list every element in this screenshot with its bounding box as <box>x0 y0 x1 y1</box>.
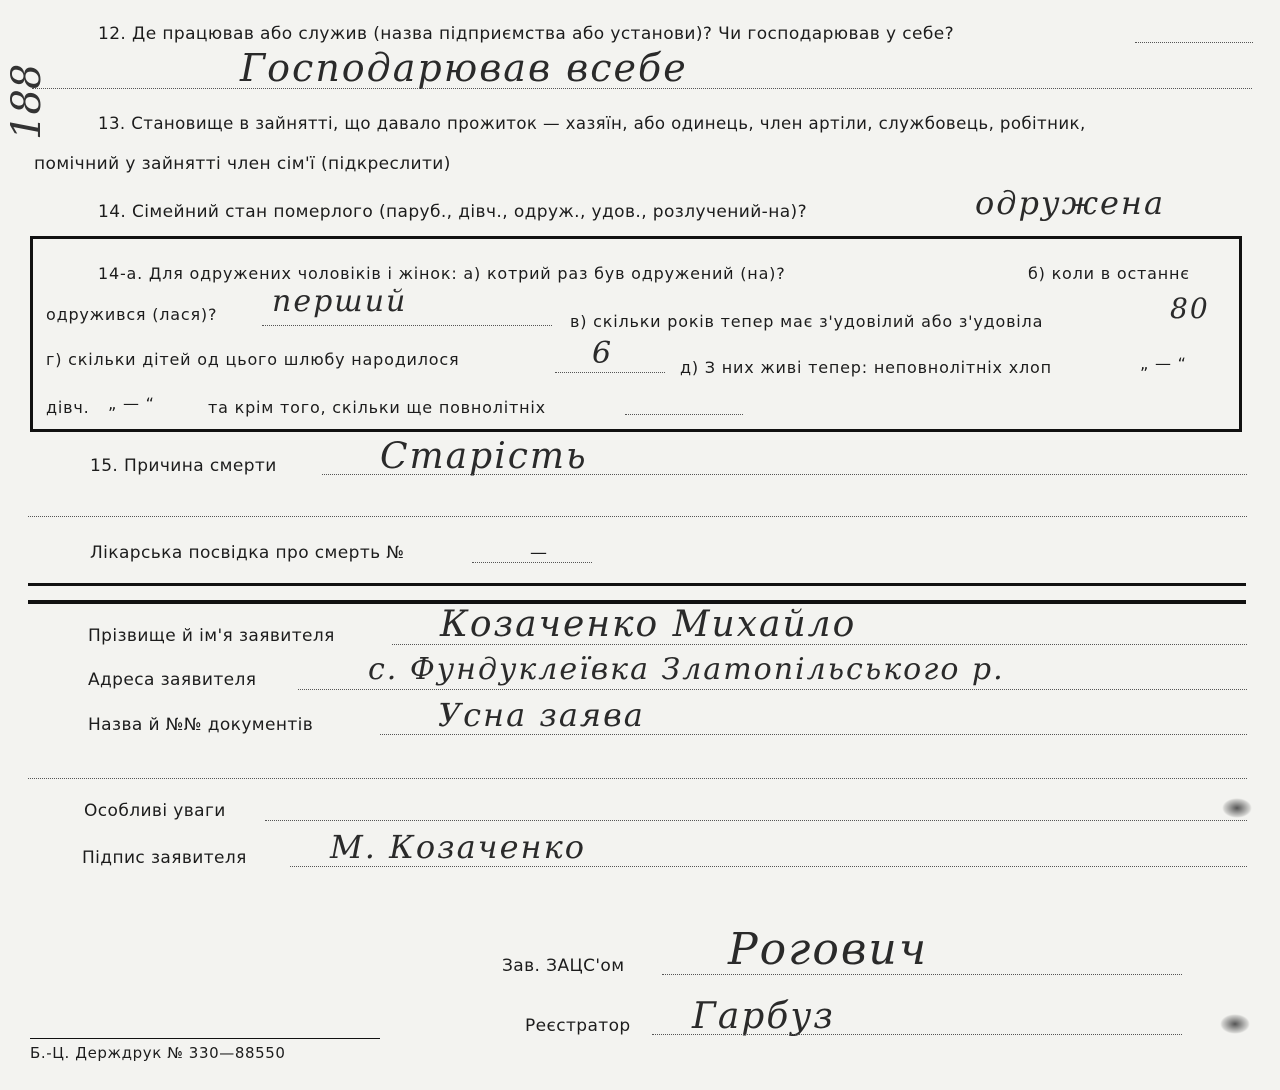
q14a-adults-line <box>625 414 743 415</box>
margin-handwritten-mark: 188 <box>4 63 50 140</box>
q14a-children-line <box>555 372 665 373</box>
applicant-signature-line <box>290 866 1247 867</box>
applicant-address-value: с. Фундуклеївка Златопільського р. <box>368 652 1005 687</box>
q12-label: 12. Де працював або служив (назва підприємства або установи)? Чи господарював у себе? <box>98 24 954 44</box>
q14a-answer-boys: „ — “ <box>1140 354 1187 373</box>
head-signature: Рогович <box>728 924 929 975</box>
q14-label: 14. Сімейний стан померлого (паруб., дівч., одруж., удов., розлучений-на)? <box>98 202 807 222</box>
q14a-when-line <box>262 325 552 326</box>
registrar-signature: Гарбуз <box>692 996 835 1037</box>
q12-answer-line <box>32 88 1252 89</box>
medical-label: Лікарська посвідка про смерть № <box>90 543 405 563</box>
footer-rule <box>30 1038 380 1039</box>
q14a-line3-b: д) З них живі тепер: неповнолітніх хлоп <box>680 358 1052 377</box>
head-label: Зав. ЗАЦС'ом <box>502 956 625 976</box>
applicant-docs-value: Усна заява <box>438 696 645 734</box>
q14a-line3-a: г) скільки дітей од цього шлюбу народилося <box>46 350 460 369</box>
q15-answer: Старість <box>380 436 588 477</box>
q14a-line1-b: б) коли в останнє <box>1028 264 1190 283</box>
q14a-line2-b: в) скільки років тепер має з'удовілий або з'удовіла <box>570 312 1044 331</box>
q12-dotted-line <box>1135 42 1253 43</box>
ink-smudge-mark <box>1222 798 1252 818</box>
q14a-line4-b: та крім того, скільки ще повнолітніх <box>208 398 546 417</box>
applicant-notes-label: Особливі уваги <box>84 801 226 821</box>
applicant-notes-line <box>265 820 1247 821</box>
applicant-docs-line <box>380 734 1247 735</box>
q14a-answer-children: 6 <box>592 336 614 371</box>
q14a-line1: 14-а. Для одружених чоловіків і жінок: а) котрий раз був одружений (на)? <box>98 264 786 283</box>
applicant-address-line <box>298 689 1247 690</box>
section-divider-top <box>28 583 1246 586</box>
applicant-docs-label: Назва й №№ документів <box>88 715 314 735</box>
q14a-answer-girls: „ — “ <box>108 394 155 413</box>
registrar-label: Реєстратор <box>525 1016 631 1036</box>
q13-label-line1: 13. Становище в зайнятті, що давало прожиток — хазяїн, або одинець, член артіли, службовець, робітник, <box>98 114 1086 133</box>
head-signature-line <box>662 974 1182 975</box>
applicant-signature-label: Підпис заявителя <box>82 848 247 868</box>
registrar-signature-line <box>652 1034 1182 1035</box>
q14-answer: одружена <box>975 184 1166 222</box>
applicant-name-label: Прізвище й ім'я заявителя <box>88 626 335 646</box>
medical-line <box>472 562 592 563</box>
footer-printer: Б.-Ц. Держдрук № 330—88550 <box>30 1044 286 1062</box>
q13-label-line2: помічний у зайнятті член сім'ї (підкреслити) <box>34 154 451 174</box>
q14a-line4-a: дівч. <box>46 398 90 417</box>
q15-extra-line <box>28 516 1247 517</box>
q14a-answer-years: 80 <box>1170 292 1210 325</box>
applicant-signature-value: М. Козаченко <box>330 828 586 866</box>
q14a-line2-a: одружився (лася)? <box>46 305 218 324</box>
q15-label: 15. Причина смерти <box>90 456 277 476</box>
medical-answer: — <box>530 543 548 563</box>
applicant-name-value: Козаченко Михайло <box>440 604 857 645</box>
applicant-address-label: Адреса заявителя <box>88 670 257 690</box>
q14a-answer-when: перший <box>272 284 408 319</box>
q12-answer: Господарював всебе <box>240 46 688 90</box>
q15-answer-line <box>322 474 1247 475</box>
applicant-name-line <box>392 644 1247 645</box>
ink-smudge-mark <box>1220 1014 1250 1034</box>
applicant-extra-line <box>28 778 1247 779</box>
